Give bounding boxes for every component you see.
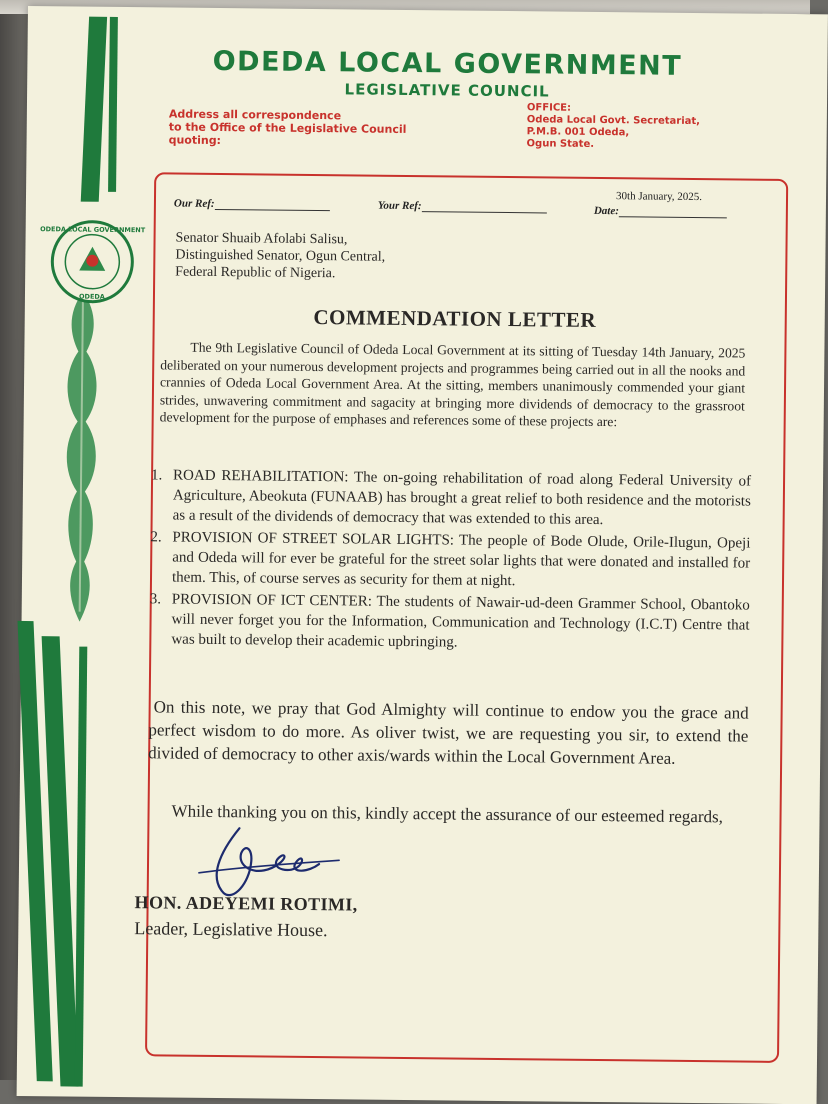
correspondence-line: to the Office of the Legislative Council (168, 120, 407, 136)
organisation-name: ODEDA LOCAL GOVERNMENT (212, 45, 683, 82)
date-label: Date: (593, 204, 619, 218)
council-seal (40, 218, 146, 305)
signer-name: HON. ADEYEMI ROTIMI, (134, 892, 358, 915)
closing-paragraph: On this note, we pray that God Almighty will continue to endow you the grace and perfect wisdom to do more. As oliver twist, we are requesting you sir, to extend the divided of democracy to other axis/wards within the Local Government Area. (148, 697, 749, 768)
green-stripe (75, 647, 88, 1087)
office-line: Ogun State. (526, 138, 595, 150)
seal-bottom-text: ODEDA (79, 292, 105, 301)
list-number: 3. (149, 591, 162, 608)
date-value: 30th January, 2025. (615, 190, 703, 204)
list-number: 2. (150, 529, 162, 546)
list-text: PROVISION OF ICT CENTER: The students of Nawair-ud-deen Grammer School, Obantoko will never forget you for the Information, Communication and Technology (I.C.T) Centre that was built to develop their academic upbringing. (171, 591, 750, 651)
office-address (527, 102, 767, 153)
correspondence-line: quoting: (168, 133, 222, 148)
correspondence-note (169, 107, 469, 149)
our-ref (174, 198, 330, 212)
list-item (151, 465, 752, 531)
office-line: OFFICE: (526, 102, 572, 114)
thanks-paragraph: While thanking you on this, kindly accept the assurance of our esteemed regards, (171, 801, 724, 827)
signature-block (134, 889, 358, 943)
list-item (150, 527, 751, 593)
correspondence-line: Address all correspondence (168, 107, 342, 123)
addressee-line: Senator Shuaib Afolabi Salisu, (175, 230, 348, 248)
list-text: ROAD REHABILITATION: The on-going rehabilitation of road along Federal University of Agriculture, Abeokuta (FUNAAB) has brought a great relief to both residence and the motorists as a result of the dividends of democracy that was extended to this area. (172, 467, 752, 529)
letter-page (17, 6, 828, 1104)
letter-title: COMMENDATION LETTER (313, 305, 597, 332)
council-name: LEGISLATIVE COUNCIL (344, 80, 550, 101)
date-field (594, 205, 727, 218)
list-text: PROVISION OF STREET SOLAR LIGHTS: The people of Bode Olude, Orile-Ilugun, Opeji and Odeda will for ever be grateful for the street solar lights that were donated and installed for them. This, of course serves as security for them at night. (171, 529, 751, 590)
office-line: P.M.B. 001 Odeda, (526, 126, 630, 139)
addressee-line: Distinguished Senator, Ogun Central, (175, 247, 386, 265)
list-number: 1. (151, 467, 163, 484)
project-list (149, 465, 751, 657)
office-line: Odeda Local Govt. Secretariat, (526, 114, 701, 128)
signer-title: Leader, Legislative House. (134, 918, 328, 941)
your-ref-label: Your Ref: (377, 199, 422, 213)
addressee (175, 230, 576, 285)
your-ref (378, 200, 547, 214)
intro-paragraph: The 9th Legislative Council of Odeda Local Government at its sitting of Tuesday 14th January, 2025 deliberated on your numerous development projects and programmes being carried out in all the nooks and crannies of Odeda Local Government Area. At the sitting, members unanimously commended your giant strides, unwavering commitment and sagacity at bringing more dividends of democracy to the grassroot development for the purpose of emphases and references some of these projects are: (159, 339, 746, 430)
green-stripe (108, 17, 118, 192)
seal-text: ODEDA LOCAL GOVERNMENT (40, 225, 146, 235)
list-item (149, 589, 750, 655)
addressee-line: Federal Republic of Nigeria. (175, 264, 336, 282)
our-ref-label: Our Ref: (173, 197, 215, 210)
scroll-ornament-icon (50, 291, 113, 622)
green-stripe (81, 17, 107, 202)
